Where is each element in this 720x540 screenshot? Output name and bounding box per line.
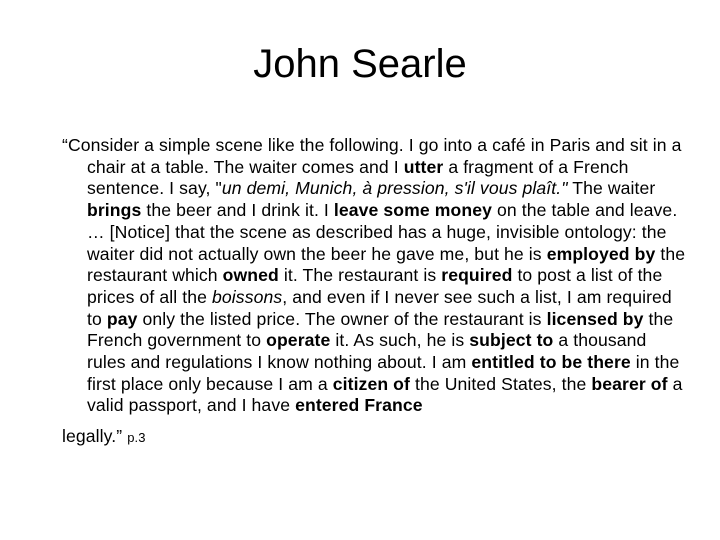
quote-closing-text: legally.”: [62, 426, 123, 447]
quote-text: it. As such, he is: [330, 330, 470, 351]
quote-text: the beer and I drink it. I: [141, 200, 334, 221]
emphasis-entered-france: entered France: [295, 395, 423, 416]
french-word-boissons: boissons: [212, 286, 283, 307]
quote-open-mark: “: [62, 135, 68, 155]
emphasis-required: required: [441, 265, 513, 286]
quote-text: the United States, the: [409, 373, 592, 394]
quote-text: in the first place only because I am a: [87, 352, 680, 394]
quote-last-line: [62, 426, 146, 449]
french-phrase: un demi, Munich, à pression, s'il vous plaît.": [221, 178, 568, 199]
emphasis-utter: utter: [403, 156, 444, 177]
emphasis-bearer-of: bearer of: [591, 373, 668, 394]
quote-text: a thousand rules and regulations I know nothing about. I am: [87, 330, 647, 373]
emphasis-employed-by: employed by: [546, 243, 656, 264]
emphasis-licensed-by: licensed by: [546, 308, 644, 329]
quote-text: Consider a simple scene like the following. I go into a café in Paris and sit in a chair at a table. The waiter comes and I: [67, 135, 682, 177]
quote-text: a fragment of a French sentence. I say, ": [87, 156, 629, 199]
emphasis-leave-money: leave some money: [333, 200, 492, 221]
emphasis-entitled: entitled to be there: [471, 352, 631, 373]
quote-paragraph: [62, 135, 687, 449]
quote-text: , and even if I never see such a list, I am required to: [87, 286, 672, 329]
emphasis-pay: pay: [106, 308, 138, 329]
quote-text: the restaurant which: [87, 243, 686, 286]
emphasis-subject-to: subject to: [469, 330, 554, 351]
slide-title: John Searle: [253, 42, 467, 86]
quote-text: it. The restaurant is: [278, 265, 442, 286]
emphasis-brings: brings: [87, 200, 142, 221]
quote-text: to post a list of the prices of all the: [87, 265, 663, 307]
quote-text: a valid passport, and I have: [87, 373, 683, 416]
emphasis-operate: operate: [266, 330, 331, 351]
quote-text: The waiter: [567, 178, 656, 199]
quote-text: only the listed price. The owner of the restaurant is: [137, 308, 547, 329]
emphasis-citizen-of: citizen of: [332, 373, 410, 394]
quote-text: the French government to: [87, 308, 674, 351]
page-reference: p.3: [127, 430, 146, 446]
quote-text: on the table and leave. … [Notice] that the scene as described has a huge, invisible ontology: the waiter did not actually own the beer he gave me, but he is: [87, 200, 678, 264]
emphasis-owned: owned: [222, 265, 279, 286]
